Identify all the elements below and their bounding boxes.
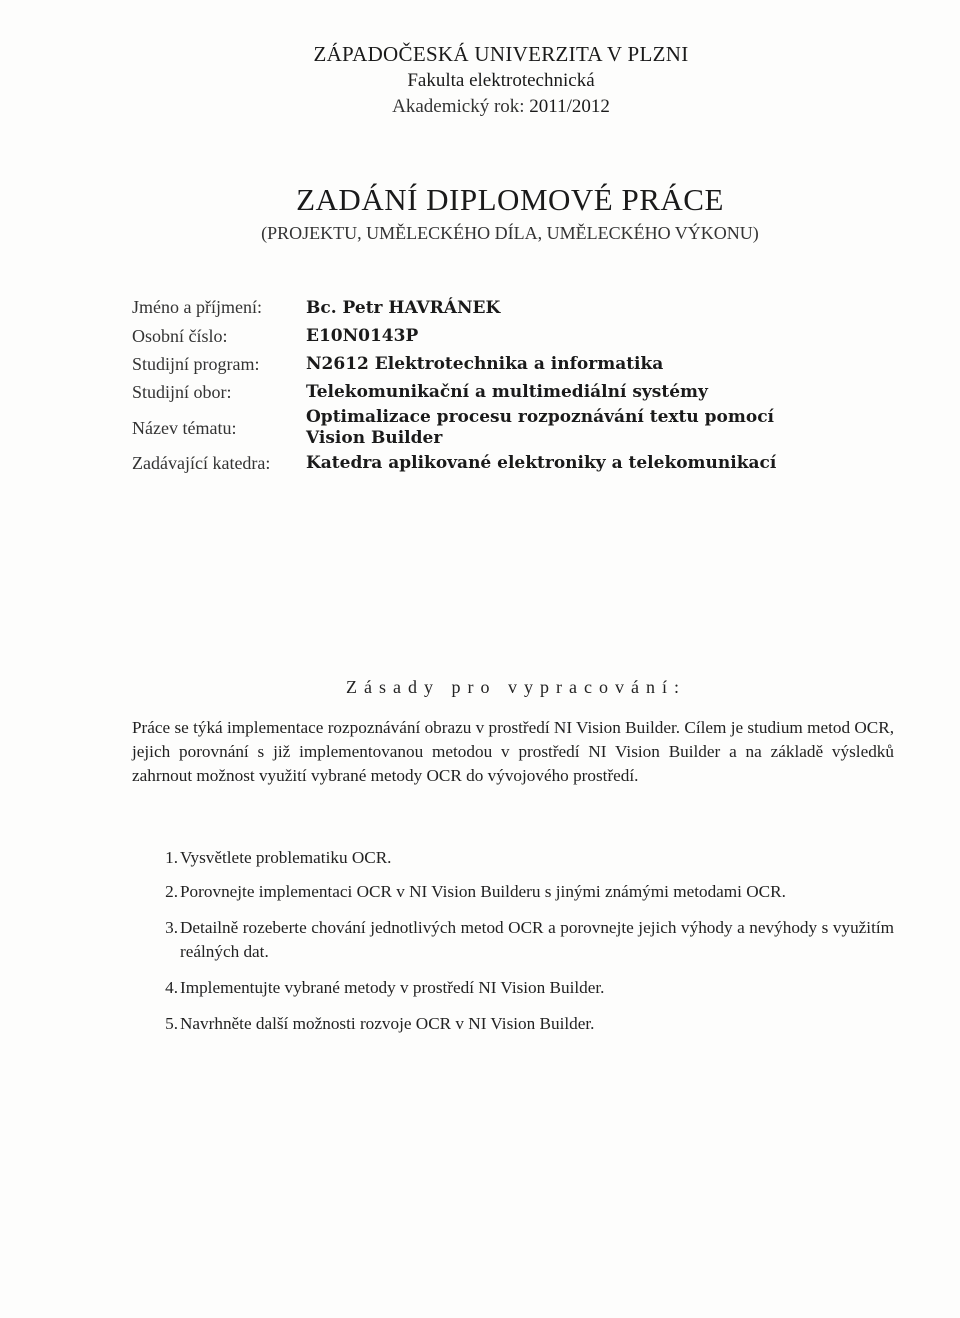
info-row-program bbox=[132, 350, 892, 378]
id-value: E10N0143P bbox=[306, 326, 419, 346]
field-value: Telekomunikační a multimediální systémy bbox=[306, 382, 708, 402]
info-row-topic bbox=[132, 406, 892, 450]
task-text: Detailně rozeberte chování jednotlivých metod OCR a porovnejte jejich výhody a nevýhody s využitím reálných dat. bbox=[180, 918, 894, 961]
faculty-name: Fakulta elektrotechnická bbox=[407, 70, 595, 91]
topic-label: Název tématu: bbox=[132, 417, 237, 438]
id-label: Osobní číslo: bbox=[132, 325, 228, 346]
name-value: Bc. Petr HAVRÁNEK bbox=[306, 297, 501, 318]
list-item bbox=[132, 916, 894, 964]
task-text: Implementujte vybrané metody v prostředí NI Vision Builder. bbox=[180, 978, 605, 997]
topic-value-line1: Optimalizace procesu rozpoznávání textu pomocí bbox=[306, 407, 775, 427]
task-number: 5. bbox=[165, 1014, 178, 1033]
header-block bbox=[0, 40, 960, 120]
university-name: ZÁPADOČESKÁ UNIVERZITA V PLZNI bbox=[313, 42, 689, 66]
task-number: 3. bbox=[165, 918, 178, 937]
info-row-field bbox=[132, 378, 892, 406]
task-number: 2. bbox=[165, 882, 178, 901]
field-label: Studijní obor: bbox=[132, 381, 232, 402]
task-number: 4. bbox=[165, 978, 178, 997]
document-title: ZADÁNÍ DIPLOMOVÉ PRÁCE bbox=[296, 182, 724, 217]
department-value: Katedra aplikované elektroniky a telekomunikací bbox=[306, 453, 777, 473]
title-block bbox=[0, 180, 960, 246]
info-row-id bbox=[132, 322, 892, 350]
academic-year-value: 2011/2012 bbox=[529, 96, 610, 117]
topic-value-line2: Vision Builder bbox=[306, 428, 443, 448]
department-label: Zadávající katedra: bbox=[132, 452, 271, 473]
task-number: 1. bbox=[165, 848, 178, 867]
academic-year-label: Akademický rok: bbox=[392, 96, 525, 117]
task-text: Porovnejte implementaci OCR v NI Vision Builderu s jinými známými metodami OCR. bbox=[180, 882, 786, 901]
info-row-department bbox=[132, 450, 892, 476]
academic-year bbox=[42, 94, 960, 120]
program-value: N2612 Elektrotechnika a informatika bbox=[306, 354, 664, 374]
list-item bbox=[132, 976, 894, 1000]
list-item bbox=[132, 1012, 894, 1036]
task-text: Vysvětlete problematiku OCR. bbox=[180, 848, 392, 867]
topic-value bbox=[306, 407, 774, 449]
program-label: Studijní program: bbox=[132, 353, 260, 374]
task-text: Navrhněte další možnosti rozvoje OCR v NI Vision Builder. bbox=[180, 1014, 595, 1033]
list-item bbox=[132, 846, 894, 870]
task-list bbox=[132, 846, 894, 1036]
list-item bbox=[132, 880, 894, 904]
principles-intro: Práce se týká implementace rozpoznávání obrazu v prostředí NI Vision Builder. Cílem je studium metod OCR, jejich porovnání s již implementovanou metodou v prostředí NI Vision Builder a na základě výsledků zahrnout možnost využití vybrané metody OCR do vývojového prostředí. bbox=[132, 718, 894, 785]
name-label: Jméno a příjmení: bbox=[132, 297, 262, 317]
info-row-name bbox=[132, 293, 892, 322]
principles-heading: Zásady pro vypracování: bbox=[346, 677, 686, 697]
document-subtitle: (PROJEKTU, UMĚLECKÉHO DÍLA, UMĚLECKÉHO VÝKONU) bbox=[261, 223, 759, 243]
student-info-table bbox=[132, 293, 892, 476]
